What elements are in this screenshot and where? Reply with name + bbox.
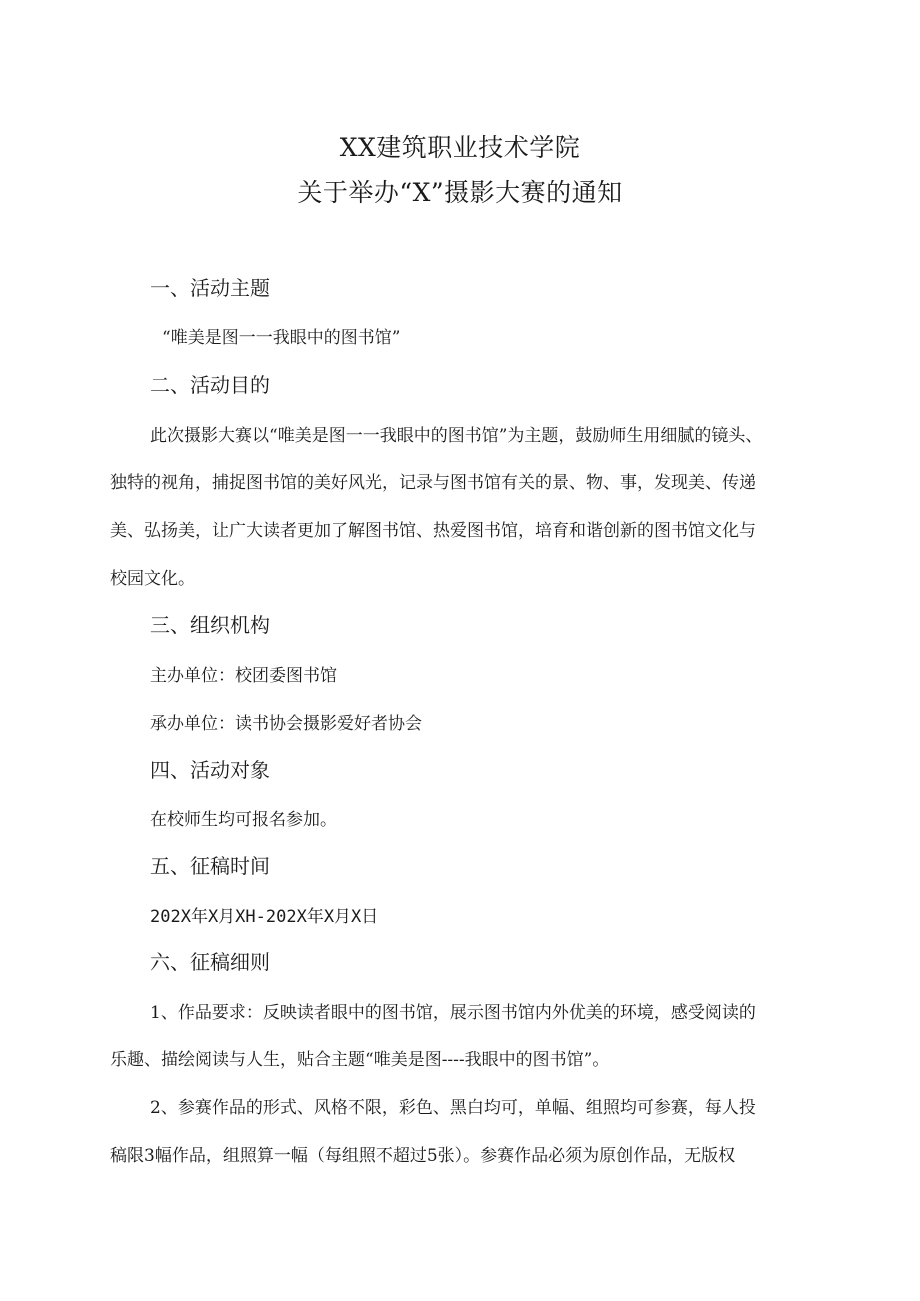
section-heading-rules: 六、征稿细则 bbox=[150, 950, 270, 974]
purpose-paragraph-line: 美、弘扬美，让广大读者更加了解图书馆、热爱图书馆，培育和谐创新的图书馆文化与 bbox=[110, 521, 756, 541]
section-heading-organization: 三、组织机构 bbox=[150, 613, 270, 637]
section-heading-submission-period: 五、征稿时间 bbox=[150, 854, 270, 878]
section-heading-participants: 四、活动对象 bbox=[150, 758, 270, 782]
theme-text: “唯美是图一一我眼中的图书馆” bbox=[162, 328, 401, 348]
host-unit: 主办单位：校团委图书馆 bbox=[150, 666, 337, 686]
rule-2-line: 稿限3幅作品，组照算一幅（每组照不超过5张）。参赛作品必须为原创作品，无版权 bbox=[110, 1146, 736, 1166]
submission-period-text: 202X年X月XH-202X年X月X日 bbox=[150, 907, 379, 927]
purpose-paragraph-line: 此次摄影大赛以“唯美是图一一我眼中的图书馆”为主题，鼓励师生用细腻的镜头、 bbox=[150, 426, 763, 446]
rule-1-line: 乐趣、描绘阅读与人生，贴合主题“唯美是图----我眼中的图书馆”。 bbox=[110, 1050, 610, 1070]
purpose-paragraph-line: 独特的视角，捕捉图书馆的美好风光，记录与图书馆有关的景、物、事，发现美、传递 bbox=[110, 473, 756, 493]
purpose-paragraph-line: 校园文化。 bbox=[110, 569, 195, 589]
participants-text: 在校师生均可报名参加。 bbox=[150, 810, 337, 830]
rule-1-line: 1、作品要求：反映读者眼中的图书馆，展示图书馆内外优美的环境，感受阅读的 bbox=[150, 1003, 756, 1023]
section-heading-theme: 一、活动主题 bbox=[150, 276, 270, 300]
organizer-unit: 承办单位：读书协会摄影爱好者协会 bbox=[150, 714, 422, 734]
section-heading-purpose: 二、活动目的 bbox=[150, 373, 270, 397]
document-title-institution: XX建筑职业技术学院 bbox=[339, 133, 581, 162]
document-title-notice: 关于举办“X”摄影大赛的通知 bbox=[297, 178, 623, 207]
rule-2-line: 2、参赛作品的形式、风格不限，彩色、黑白均可，单幅、组照均可参赛，每人投 bbox=[150, 1098, 756, 1118]
